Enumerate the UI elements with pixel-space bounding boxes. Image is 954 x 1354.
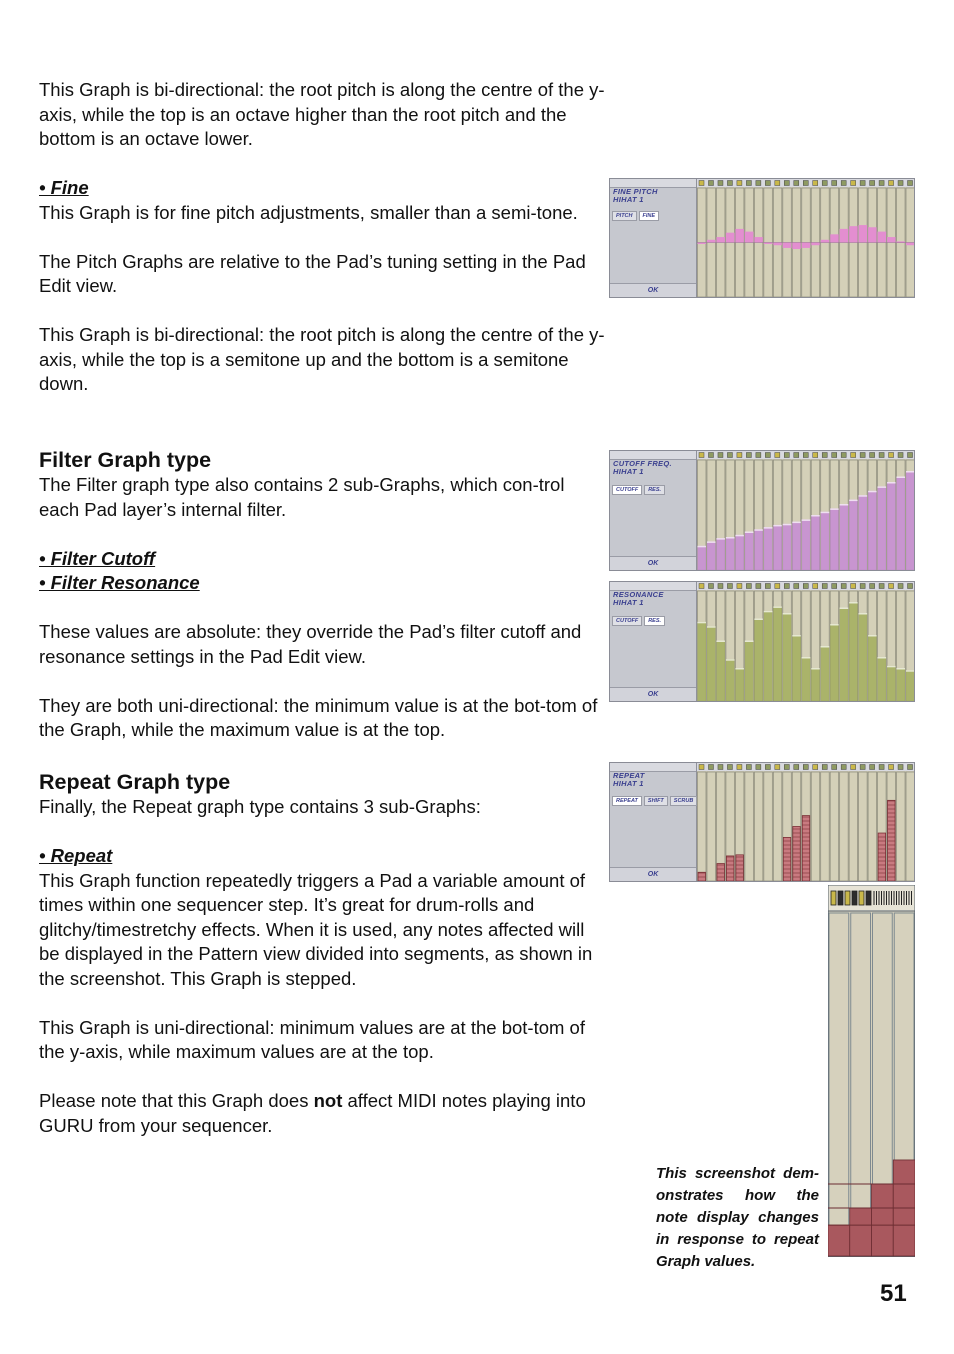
step-marker [746, 181, 751, 186]
graph-side-panel [610, 179, 697, 297]
step-marker [879, 453, 884, 458]
step-marker [822, 584, 827, 589]
graph-bar [878, 232, 886, 243]
step-marker [784, 453, 789, 458]
step-marker [775, 584, 780, 589]
step-marker [699, 584, 704, 589]
step-marker [708, 181, 713, 186]
graph-step [830, 772, 838, 881]
graph-bar [802, 657, 810, 701]
fine-pitch-graph[interactable] [697, 179, 915, 298]
graph-bar-cap [878, 486, 886, 488]
graph-bar [735, 229, 743, 243]
graph-bar [897, 668, 905, 701]
graph-bar-cap [887, 666, 895, 668]
step-marker [813, 181, 818, 186]
paragraph: This Graph is uni-directional: minimum values are at the bot-tom of the y-axis, while maximum values are at the top. [39, 1016, 585, 1062]
graph-step [698, 772, 706, 881]
repeat-screenshot [609, 762, 915, 882]
graph-bar [716, 641, 724, 702]
graph-bar [773, 606, 781, 701]
graph-step [773, 772, 781, 881]
graph-side-panel [610, 763, 697, 881]
step-marker [756, 584, 761, 589]
graph-bar [849, 602, 857, 701]
paragraph: Please note that this Graph does not affect MIDI notes playing into GURU from your sequencer. [39, 1090, 586, 1136]
graph-bar-cap [802, 519, 810, 521]
graph-bar [906, 670, 914, 701]
graph-bar [783, 524, 791, 570]
step-marker [851, 584, 856, 589]
paragraph: These values are absolute: they override the Pad’s filter cutoff and resonance settings in the Pad Edit view. [39, 621, 582, 667]
graph-bar [811, 668, 819, 701]
step-marker [889, 584, 894, 589]
step-marker [870, 765, 875, 770]
step-marker [737, 181, 742, 186]
pattern-header-block [838, 891, 843, 905]
graph-title: CUTOFF FREQ. HIHAT 1 [613, 459, 672, 476]
graph-bar [745, 232, 753, 243]
graph-bar-cap [783, 524, 791, 526]
step-marker [737, 765, 742, 770]
tab-shift[interactable]: SHIFT [644, 796, 668, 806]
graph-bar [773, 525, 781, 570]
fine-heading: • Fine [39, 177, 89, 198]
step-marker [784, 584, 789, 589]
step-marker [870, 453, 875, 458]
step-marker [813, 765, 818, 770]
step-marker [822, 453, 827, 458]
step-marker [775, 181, 780, 186]
step-marker [803, 181, 808, 186]
filter-resonance-heading: • Filter Resonance [39, 572, 200, 593]
step-marker [822, 765, 827, 770]
step-marker [765, 181, 770, 186]
tab-pitch[interactable]: PITCH [612, 211, 637, 221]
graph-bar-cap [802, 657, 810, 659]
pattern-header-block [866, 891, 871, 905]
step-marker [832, 453, 837, 458]
text-column-2 [39, 447, 609, 743]
paragraph: This Graph function repeatedly triggers a Pad a variable amount of times within one sequencer step. It’s great for drum-rolls and glitchy/timestretchy effects. When it is used, any notes affected will be displayed in the Pattern view divided into segments, as shown in the screenshot. This Graph is stepped. [39, 869, 593, 989]
pattern-lane [851, 913, 871, 1256]
graph-bar [878, 657, 886, 701]
graph-bar-cap [745, 641, 753, 643]
step-marker [746, 453, 751, 458]
step-marker [841, 765, 846, 770]
ok-button[interactable]: OK [610, 283, 696, 297]
graph-bar [717, 864, 724, 881]
graph-bar-cap [754, 529, 762, 531]
graph-bar [707, 541, 715, 570]
graph-bar-cap [707, 626, 715, 628]
graph-bar [887, 237, 895, 242]
graph-bar [840, 229, 848, 243]
graph-bar [802, 243, 810, 248]
graph-tabs [612, 616, 665, 626]
step-marker [822, 181, 827, 186]
step-marker [727, 584, 732, 589]
step-marker [699, 181, 704, 186]
filter-cutoff-screenshot [609, 450, 915, 571]
graph-bar [859, 495, 867, 570]
graph-bar-cap [792, 635, 800, 637]
pattern-note [872, 1184, 894, 1256]
graph-bar-cap [868, 635, 876, 637]
tab-repeat[interactable]: REPEAT [612, 796, 642, 806]
graph-bar [726, 537, 734, 570]
graph-bar-cap [878, 657, 886, 659]
graph-bar [887, 666, 895, 701]
step-marker [765, 584, 770, 589]
repeat-heading: • Repeat [39, 845, 113, 866]
step-marker [889, 765, 894, 770]
step-marker [898, 181, 903, 186]
step-marker [898, 765, 903, 770]
step-marker [851, 181, 856, 186]
step-marker [699, 453, 704, 458]
graph-bar [868, 227, 876, 242]
graph-bar-cap [830, 508, 838, 510]
step-marker [908, 765, 913, 770]
graph-bar [897, 477, 905, 571]
pattern-view-screenshot [828, 885, 915, 1257]
graph-bar [811, 515, 819, 570]
step-marker [879, 181, 884, 186]
graph-bar-cap [698, 622, 706, 624]
graph-title: RESONANCE HIHAT 1 [613, 590, 664, 607]
filter-resonance-screenshot [609, 581, 915, 702]
step-marker [765, 453, 770, 458]
graph-bar-cap [868, 491, 876, 493]
page-number: 51 [880, 1280, 907, 1307]
step-marker [718, 584, 723, 589]
graph-bar-cap [821, 646, 829, 648]
graph-bar [859, 613, 867, 701]
graph-bar [868, 635, 876, 701]
step-marker [737, 584, 742, 589]
graph-bar-cap [849, 500, 857, 502]
tab-fine[interactable]: FINE [639, 211, 660, 221]
graph-title: FINE PITCH HIHAT 1 [613, 187, 658, 204]
graph-bar [906, 471, 914, 570]
graph-bar [868, 491, 876, 570]
step-marker [708, 765, 713, 770]
graph-step [849, 772, 857, 881]
step-marker [803, 765, 808, 770]
ok-button[interactable]: OK [610, 556, 696, 570]
text-column-1 [39, 78, 609, 397]
paragraph: This Graph is for fine pitch adjustments, smaller than a semi-tone. [39, 201, 578, 223]
graph-bar-cap [906, 471, 914, 473]
graph-step [707, 772, 715, 881]
graph-bar-cap [735, 535, 743, 537]
graph-bar [754, 237, 762, 242]
pattern-header-block [845, 891, 850, 905]
graph-bar [754, 529, 762, 570]
graph-bar [783, 243, 791, 248]
graph-bar [764, 527, 772, 570]
pattern-header-block [831, 891, 836, 905]
graph-bar [849, 500, 857, 570]
step-marker [851, 765, 856, 770]
graph-bar [906, 243, 914, 246]
step-marker [908, 584, 913, 589]
step-marker [860, 181, 865, 186]
step-marker [908, 453, 913, 458]
graph-step [859, 772, 867, 881]
step-marker [718, 765, 723, 770]
graph-bar-cap [906, 670, 914, 672]
step-marker [870, 181, 875, 186]
graph-bar [735, 668, 743, 701]
figure-caption: This screenshot dem-onstrates how the note display changes in response to repeat Graph values. [656, 1165, 819, 1270]
step-marker [718, 453, 723, 458]
section-heading-repeat: Repeat Graph type [39, 770, 231, 794]
graph-bar-cap [716, 641, 724, 643]
step-marker [832, 765, 837, 770]
step-marker [746, 765, 751, 770]
step-marker [775, 453, 780, 458]
graph-bar-cap [716, 538, 724, 540]
graph-bar [792, 243, 800, 250]
paragraph: The Pitch Graphs are relative to the Pad’s tuning setting in the Pad Edit view. [39, 250, 586, 296]
graph-step [811, 772, 819, 881]
tab-cutoff[interactable]: CUTOFF [612, 616, 642, 626]
step-marker [803, 453, 808, 458]
graph-bar [783, 837, 790, 881]
graph-bar-cap [754, 619, 762, 621]
graph-bar [707, 626, 715, 701]
graph-bar [887, 482, 895, 570]
graph-bar [792, 635, 800, 701]
graph-bar [707, 240, 715, 243]
repeat-graph[interactable] [697, 763, 915, 882]
paragraph: This Graph is bi-directional: the root pitch is along the centre of the y-axis, while the top is a semitone up and the bottom is a semitone down. [39, 324, 605, 394]
paragraph: This Graph is bi-directional: the root pitch is along the centre of the y-axis, while the top is an octave higher than the root pitch and the bottom is an octave lower. [39, 79, 605, 149]
graph-bar-cap [849, 602, 857, 604]
graph-bar-cap [698, 546, 706, 548]
graph-bar-cap [897, 668, 905, 670]
section-heading-filter: Filter Graph type [39, 448, 212, 472]
graph-bar [830, 624, 838, 701]
graph-step [745, 772, 753, 881]
step-marker [841, 584, 846, 589]
step-marker [775, 765, 780, 770]
graph-bar [802, 519, 810, 570]
graph-bar-cap [773, 525, 781, 527]
graph-bar [698, 872, 705, 881]
step-marker [784, 181, 789, 186]
step-marker [746, 584, 751, 589]
graph-step [754, 772, 762, 881]
step-marker [841, 453, 846, 458]
tab-scrub[interactable]: SCRUB [670, 796, 698, 806]
graph-tabs [612, 211, 659, 221]
filter-cutoff-heading: • Filter Cutoff [39, 547, 156, 569]
pattern-lane [829, 913, 849, 1256]
filter-cutoff-graph[interactable] [697, 451, 915, 571]
graph-bar-cap [859, 495, 867, 497]
step-marker [860, 765, 865, 770]
step-marker [718, 181, 723, 186]
step-marker [860, 453, 865, 458]
graph-bar [726, 233, 734, 243]
graph-bar [821, 512, 829, 570]
step-marker [708, 584, 713, 589]
step-marker [898, 584, 903, 589]
step-marker [860, 584, 865, 589]
paragraph: Finally, the Repeat graph type contains 3 sub-Graphs: [39, 796, 481, 817]
graph-bar-cap [811, 668, 819, 670]
graph-bar-cap [859, 613, 867, 615]
graph-bar [773, 243, 781, 246]
graph-bar [802, 816, 809, 881]
graph-bar [764, 611, 772, 701]
graph-step [840, 772, 848, 881]
step-marker [832, 181, 837, 186]
paragraph: The Filter graph type also contains 2 sub-Graphs, which con-trol each Pad layer’s internal filter. [39, 474, 565, 520]
pattern-header-block [852, 891, 857, 905]
graph-tabs [612, 485, 665, 495]
graph-bar [735, 535, 743, 570]
graph-bar-cap [792, 522, 800, 524]
graph-bar [716, 237, 724, 242]
step-marker [813, 584, 818, 589]
graph-step [764, 772, 772, 881]
graph-bar-cap [745, 532, 753, 534]
step-marker [794, 181, 799, 186]
graph-bar-cap [726, 537, 734, 539]
graph-bar [821, 240, 829, 243]
graph-step [868, 772, 876, 881]
graph-bar-cap [840, 504, 848, 506]
graph-bar [698, 546, 706, 570]
graph-bar-cap [887, 482, 895, 484]
step-marker [879, 765, 884, 770]
step-marker [756, 453, 761, 458]
graph-bar [745, 532, 753, 571]
step-marker [708, 453, 713, 458]
step-marker [756, 765, 761, 770]
pattern-note [850, 1208, 872, 1256]
graph-bar [821, 646, 829, 701]
step-marker [737, 453, 742, 458]
step-marker [889, 181, 894, 186]
step-marker [879, 584, 884, 589]
graph-bar [792, 522, 800, 570]
step-marker [727, 453, 732, 458]
text-column-3 [39, 769, 609, 1138]
step-marker [727, 765, 732, 770]
graph-step [897, 772, 905, 881]
paragraph: They are both uni-directional: the minimum value is at the bot-tom of the Graph, while the maximum value is at the top. [39, 694, 598, 740]
graph-bar-cap [821, 512, 829, 514]
graph-bar-cap [764, 611, 772, 613]
graph-bar [878, 486, 886, 570]
step-marker [908, 181, 913, 186]
step-marker [889, 453, 894, 458]
graph-bar [726, 659, 734, 701]
step-marker [727, 181, 732, 186]
step-marker [784, 765, 789, 770]
graph-bar-cap [830, 624, 838, 626]
step-marker [898, 453, 903, 458]
graph-tabs [612, 796, 697, 806]
step-marker [803, 584, 808, 589]
graph-bar [811, 243, 819, 246]
graph-bar-cap [735, 668, 743, 670]
graph-bar [783, 613, 791, 701]
graph-bar-cap [783, 613, 791, 615]
step-marker [851, 453, 856, 458]
ok-button[interactable]: OK [610, 687, 696, 701]
graph-bar [716, 538, 724, 570]
graph-bar [840, 608, 848, 702]
graph-bar-cap [764, 527, 772, 529]
tab-res[interactable]: RES. [644, 485, 665, 495]
graph-title: REPEAT HIHAT 1 [613, 771, 645, 788]
graph-step [821, 772, 829, 881]
step-marker [841, 181, 846, 186]
graph-bar [830, 234, 838, 242]
graph-side-panel [610, 451, 697, 570]
step-marker [794, 453, 799, 458]
graph-bar-cap [840, 608, 848, 610]
step-marker [756, 181, 761, 186]
graph-bar-cap [773, 606, 781, 608]
step-marker [813, 453, 818, 458]
pattern-note [828, 1225, 850, 1256]
step-marker [794, 584, 799, 589]
graph-bar-cap [897, 477, 905, 479]
graph-bar [830, 508, 838, 570]
graph-side-panel [610, 582, 697, 701]
graph-bar-cap [726, 659, 734, 661]
graph-bar-cap [811, 515, 819, 517]
graph-bar [859, 225, 867, 242]
graph-bar-cap [707, 541, 715, 543]
tab-res[interactable]: RES. [644, 616, 665, 626]
fine-pitch-screenshot [609, 178, 915, 298]
graph-bar [849, 226, 857, 242]
graph-bar [840, 504, 848, 570]
tab-cutoff[interactable]: CUTOFF [612, 485, 642, 495]
step-marker [870, 584, 875, 589]
graph-step [906, 772, 914, 881]
step-marker [832, 584, 837, 589]
graph-bar [745, 641, 753, 702]
graph-bar [698, 622, 706, 701]
pattern-header-block [859, 891, 864, 905]
step-marker [699, 765, 704, 770]
step-marker [794, 765, 799, 770]
ok-button[interactable]: OK [610, 867, 696, 881]
graph-bar [754, 619, 762, 702]
step-marker [765, 765, 770, 770]
filter-resonance-graph[interactable] [697, 582, 915, 702]
